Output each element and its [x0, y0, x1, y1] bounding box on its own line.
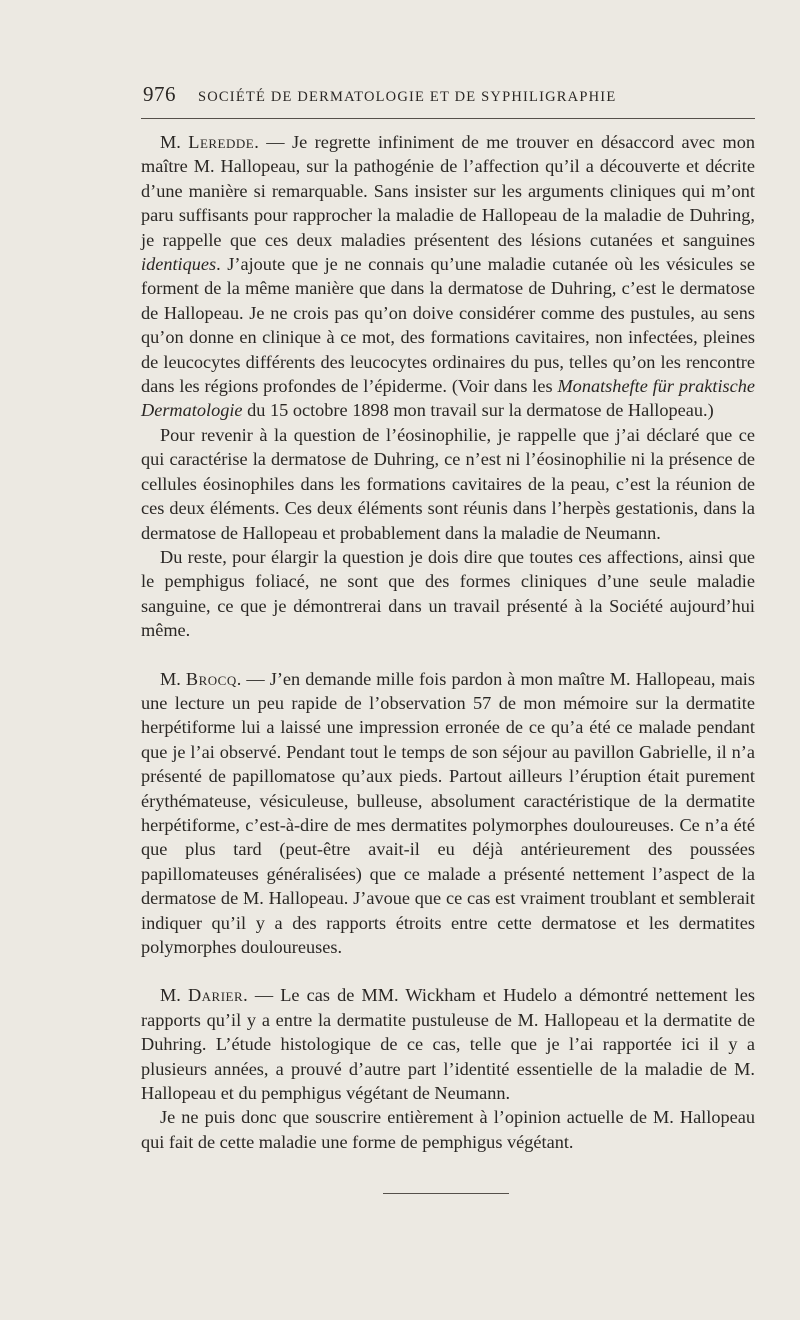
speaker-name: Leredde [188, 132, 255, 152]
body-text [141, 130, 755, 1154]
header-divider [141, 118, 755, 119]
paragraph-eosinophilie: Pour revenir à la question de l’éosinophilie, je rappelle que j’ai déclaré que ce qui caractérise la dermatose de Duhring, ce n’est ni l’éosinophilie ni la présence de cellules éosinophiles dans les formations cavitaires de la peau, c’est la réunion de ces deux éléments. Ces deux éléments sont réunis dans l’herpès gestationis, dans la dermatose de Hallopeau et probablement dans la maladie de Neumann. [141, 424, 755, 543]
page-header [143, 82, 688, 110]
end-divider [383, 1193, 509, 1194]
speaker-prefix: M. [160, 668, 186, 689]
page-number: 976 [143, 82, 176, 106]
speaker-name: Brocq [185, 668, 237, 689]
paragraph-text: du 15 octobre 1898 mon travail sur la dermatose de Hallopeau.) [242, 400, 714, 421]
speaker-prefix: M. [160, 985, 188, 1006]
journal-title: Monatshefte für praktische Dermatologie [141, 376, 756, 421]
paragraph-conclusion: Je ne puis donc que souscrire entièrement à l’opinion actuelle de M. Hallopeau qui fait de cette maladie une forme de pemphigus végétant. [141, 1107, 755, 1152]
paragraph-du-reste: Du reste, pour élargir la question je dois dire que toutes ces affections, ainsi que le pemphigus foliacé, ne sont que des formes cliniques d’une seule maladie sanguine, ce que je démontrerai dans un travail présenté à la Société aujourd’hui même. [141, 546, 755, 641]
speaker-prefix: M. [160, 132, 189, 152]
paragraph-brocq [141, 667, 755, 960]
paragraph-text: . — Le cas de MM. Wickham et Hudelo a démontré nettement les rapports qu’il y a entre la dermatite pustuleuse de M. Hallopeau et la dermatite de Duhring. L’étude histologique de ce cas, telle que je l’ai rapportée ici il y a plusieurs années, a prouvé d’autre part l’identité essentielle de la maladie de M. Hallopeau et du pemphigus végétant de Neumann. [141, 985, 755, 1104]
paragraph-darier [141, 983, 755, 1105]
paragraph-text: . — Je regrette infiniment de me trouver en désaccord avec mon maître M. Hallopeau, sur la pathogénie de l’affection qu’il a découverte et décrite d’une manière si remarquable. Sans insister sur les arguments cliniques qui m’ont paru suffisants pour rapprocher la maladie de Hallopeau de la maladie de Duhring, je rappelle que ces deux maladies présentent des lésions cutanées et sanguines [141, 132, 755, 250]
paragraph-text: . — J’en demande mille fois pardon à mon maître M. Hallopeau, mais une lecture un peu rapide de l’observation 57 de mon mémoire sur la dermatite herpétiforme lui a laissé une impression erronée de ce qu’a été ce malade pendant que je l’ai observé. Pendant tout le temps de son séjour au pavillon Gabrielle, il n’a présenté de papillomatose qu’aux pieds. Partout ailleurs l’éruption était purement érythémateuse, vésiculeuse, bulleuse, absolument caractéristique de la dermatite herpétiforme, c’est-à-dire de mes dermatites polymorphes douloureuses. Ce n’a été que plus tard (peut-être avait-il eu déjà antérieurement des poussées papillomateuses généralisées) que ce malade a présenté nettement l’aspect de la dermatose de M. Hallopeau. J’avoue que ce cas est vraiment troublant et semblerait indiquer qu’il y a des rapports étroits entre cette dermatose et les dermatites polymorphes douloureuses. [141, 668, 755, 957]
running-title: SOCIÉTÉ DE DERMATOLOGIE ET DE SYPHILIGRAPHIE [198, 89, 617, 105]
paragraph-text: . J’ajoute que je ne connais qu’une maladie cutanée où les vésicules se forment de la même manière que dans la dermatose de Duhring, c’est le dermatose de Hallopeau. Je ne crois pas qu’on doive considérer comme des pustules, au sens qu’on donne en clinique à ce mot, des formations cavitaires, non infectées, pleines de leucocytes différents des leucocytes ordinaires du pus, telles qu’on les rencontre dans les régions profondes de l’épiderme. (Voir dans les [141, 254, 755, 397]
paragraph-leredde [141, 130, 755, 423]
emphasis-text: identiques [141, 254, 217, 275]
speaker-name: Darier [187, 985, 244, 1006]
